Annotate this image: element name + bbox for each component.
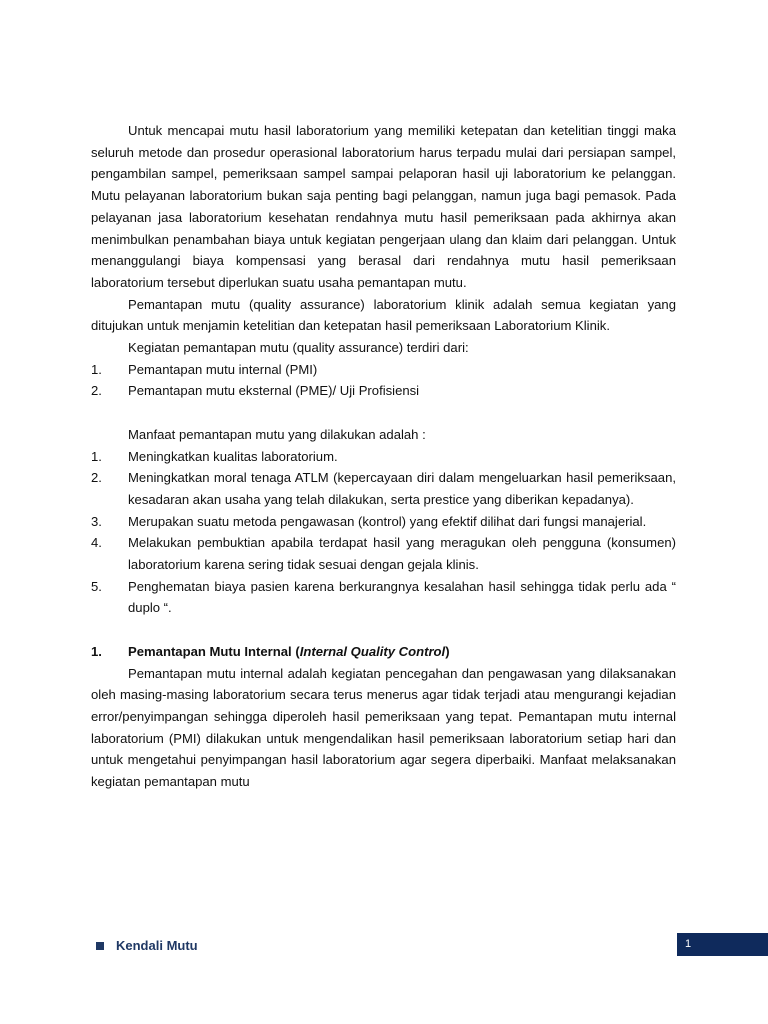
paragraph-kegiatan: Kegiatan pemantapan mutu (quality assurance) terdiri dari: (128, 340, 469, 356)
manfaat-intro: Manfaat pemantapan mutu yang dilakukan adalah : (128, 426, 426, 442)
document-body (91, 120, 676, 793)
page-number-box (677, 933, 768, 956)
section-heading-pmi: 1. Pemantapan Mutu Internal (Internal Quality Control) (91, 643, 450, 659)
list-item: 2. Meningkatkan moral tenaga ATLM (kepercayaan diri dalam mengeluarkan hasil pemeriksaan, kesadaran akan usaha yang telah dilakukan, serta prestice yang diberikan kepadanya). (91, 470, 676, 507)
paragraph-quality-assurance: Pemantapan mutu (quality assurance) laboratorium klinik adalah semua kegiatan yang ditujukan untuk menjamin ketelitian dan ketepatan hasil pemeriksaan Laboratorium Klinik. (91, 296, 676, 334)
list-item: 3. Merupakan suatu metoda pengawasan (kontrol) yang efektif dilihat dari fungsi manajerial. (91, 513, 647, 529)
footer-title: Kendali Mutu (96, 938, 198, 953)
list-item: 2. Pemantapan mutu eksternal (PME)/ Uji Profisiensi (91, 383, 420, 399)
list-item: 4. Melakukan pembuktian apabila terdapat hasil yang meragukan oleh pengguna (konsumen) laboratorium karena sering tidak sesuai dengan gejala klinis. (91, 535, 676, 573)
list-item: 1. Pemantapan mutu internal (PMI) (91, 361, 318, 377)
paragraph-intro: Untuk mencapai mutu hasil laboratorium yang memiliki ketepatan dan ketelitian tinggi maka seluruh metode dan prosedur operasional laboratorium harus terpadu mulai dari persiapan sampel, pengambilan sampel, pemeriksaan sampel sampai pelaporan hasil uji laboratorium ke pelanggan. Mutu pelayanan laboratorium bukan saja penting bagi pelanggan, namun juga bagi pemasok. Pada pelayanan jasa laboratorium kesehatan rendahnya mutu hasil pemeriksaan pada akhirnya akan menimbulkan penambahan biaya untuk kegiatan pengerjaan ulang dan klaim dari pelanggan. Untuk menanggulangi biaya kompensasi yang berasal dari rendahnya mutu hasil pemeriksaan laboratorium tersebut diperlukan suatu usaha pemantapan mutu. (91, 123, 676, 290)
manfaat-list (91, 446, 676, 620)
kegiatan-list (91, 359, 676, 402)
list-item: 1. Meningkatkan kualitas laboratorium. (91, 448, 338, 464)
square-bullet-icon (96, 942, 104, 950)
list-item: 5. Penghematan biaya pasien karena berkurangnya kesalahan hasil sehingga tidak perlu ada “ duplo “. (91, 578, 676, 616)
paragraph-pmi: Pemantapan mutu internal adalah kegiatan pencegahan dan pengawasan yang dilaksanakan oleh masing-masing laboratorium secara terus menerus agar tidak terjadi atau mengurangi kejadian error/penyimpangan sehingga diperoleh hasil pemeriksaan yang tepat. Pemantapan mutu internal laboratorium (PMI) dilakukan untuk mengendalikan hasil pemeriksaan laboratorium setiap hari dan untuk mengetahui penyimpangan hasil laboratorium agar segera diperbaiki. Manfaat melaksanakan kegiatan pemantapan mutu (91, 665, 676, 790)
page-number: 1 (685, 938, 692, 950)
